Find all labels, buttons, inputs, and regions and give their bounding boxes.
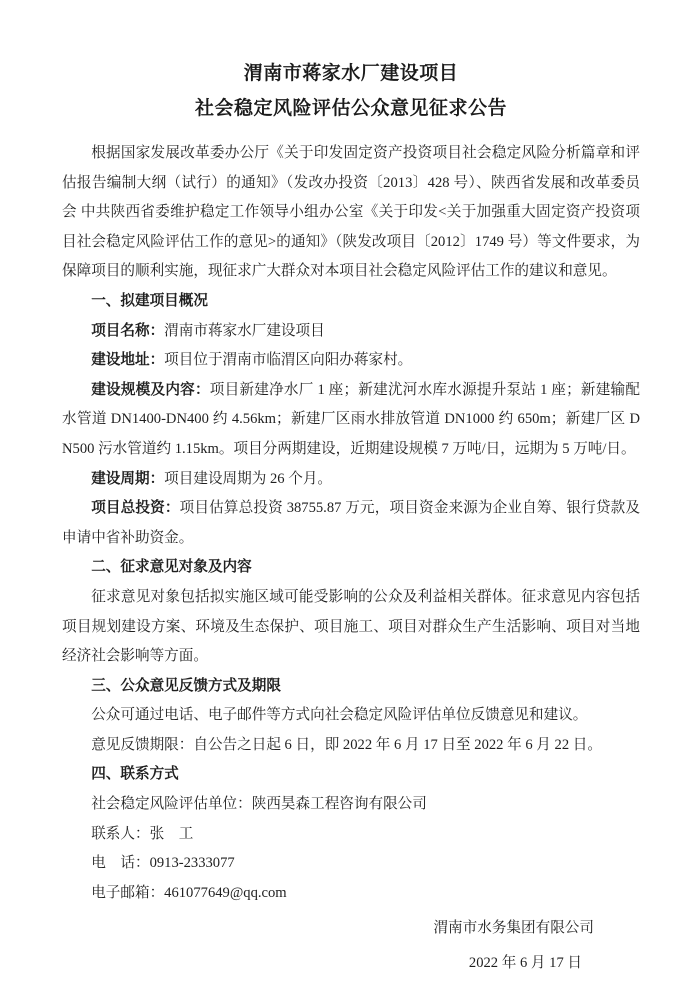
paragraph bbox=[62, 879, 640, 909]
paragraph-text: 征求意见对象包括拟实施区域可能受影响的公众及利益相关群体。征求意见内容包括项目规划建设方案、环境及生态保护、项目施工、项目对群众生产生活影响、项目对当地经济社会影响等方面。 bbox=[62, 588, 640, 665]
paragraph bbox=[62, 376, 640, 465]
paragraph-text: 公众可通过电话、电子邮件等方式向社会稳定风险评估单位反馈意见和建议。 bbox=[91, 707, 588, 724]
paragraph-text: 电子邮箱：461077649@qq.com bbox=[91, 884, 287, 901]
section-heading bbox=[62, 760, 640, 790]
field-label: 建设周期： bbox=[91, 470, 165, 487]
paragraph bbox=[62, 494, 640, 553]
paragraph-text: 项目建设周期为 26 个月。 bbox=[164, 470, 333, 487]
paragraph-text: 社会稳定风险评估单位：陕西昊森工程咨询有限公司 bbox=[91, 796, 427, 813]
field-label: 项目总投资： bbox=[91, 500, 180, 517]
paragraph-text: 项目位于渭南市临渭区向阳办蒋家村。 bbox=[164, 352, 413, 369]
field-label: 四、联系方式 bbox=[91, 766, 179, 783]
paragraph bbox=[62, 731, 640, 761]
paragraph bbox=[62, 790, 640, 820]
paragraph-text: 意见反馈期限：自公告之日起 6 日，即 2022 年 6 月 17 日至 2022 年 6 月 22 日。 bbox=[91, 736, 602, 753]
paragraph bbox=[62, 317, 640, 347]
document-body bbox=[62, 139, 640, 908]
field-label: 三、公众意见反馈方式及期限 bbox=[91, 677, 281, 694]
section-heading bbox=[62, 553, 640, 583]
field-label: 建设地址： bbox=[91, 352, 165, 369]
paragraph bbox=[62, 583, 640, 672]
document-title-block bbox=[62, 56, 640, 126]
field-label: 项目名称： bbox=[91, 322, 165, 339]
paragraph bbox=[62, 849, 640, 879]
document-title-line1: 渭南市蒋家水厂建设项目 bbox=[243, 62, 459, 84]
paragraph-text: 联系人：张 工 bbox=[91, 825, 194, 842]
paragraph bbox=[62, 346, 640, 376]
paragraph bbox=[62, 701, 640, 731]
signature-company: 渭南市水务集团有限公司 bbox=[433, 920, 594, 937]
field-label: 建设规模及内容： bbox=[91, 381, 210, 398]
paragraph-text: 项目估算总投资 38755.87 万元，项目资金来源为企业自筹、银行贷款及申请中省补助资金。 bbox=[62, 500, 640, 546]
paragraph-text: 根据国家发展改革委办公厅《关于印发固定资产投资项目社会稳定风险分析篇章和评估报告编制大纲（试行）的通知》（发改办投资〔2013〕428 号）、陕西省发展和改革委员会 中共陕西省委维护稳定工作领导小组办公室《关于印发<关于加强重大固定资产投资项目社会稳定风险评估工作的意见>的通知》（陕发改项目〔2012〕1749 号）等文件要求，为保障项目的顺利实施，现征求广大群众对本项目社会稳定风险评估工作的建议和意见。 bbox=[62, 145, 640, 280]
signature-date: 2022 年 6 月 17 日 bbox=[468, 955, 582, 972]
section-heading bbox=[62, 672, 640, 702]
paragraph-text: 渭南市蒋家水厂建设项目 bbox=[164, 322, 325, 339]
section-heading bbox=[62, 287, 640, 317]
field-label: 二、征求意见对象及内容 bbox=[91, 559, 252, 576]
paragraph bbox=[62, 820, 640, 850]
signature-block bbox=[62, 914, 640, 978]
paragraph-text: 电 话：0913-2333077 bbox=[91, 855, 235, 872]
paragraph bbox=[62, 465, 640, 495]
field-label: 一、拟建项目概况 bbox=[91, 292, 208, 309]
document-title-line2: 社会稳定风险评估公众意见征求公告 bbox=[194, 97, 507, 119]
paragraph bbox=[62, 139, 640, 287]
paragraph-text: 项目新建净水厂 1 座；新建沋河水库水源提升泵站 1 座；新建输配水管道 DN1400-DN400 约 4.56km；新建厂区雨水排放管道 DN1000 约 650m；新建厂区 DN500 污水管道约 1.15km。项目分两期建设，近期建设规模 7 万吨/日，远期为 5 万吨/日。 bbox=[62, 381, 640, 457]
